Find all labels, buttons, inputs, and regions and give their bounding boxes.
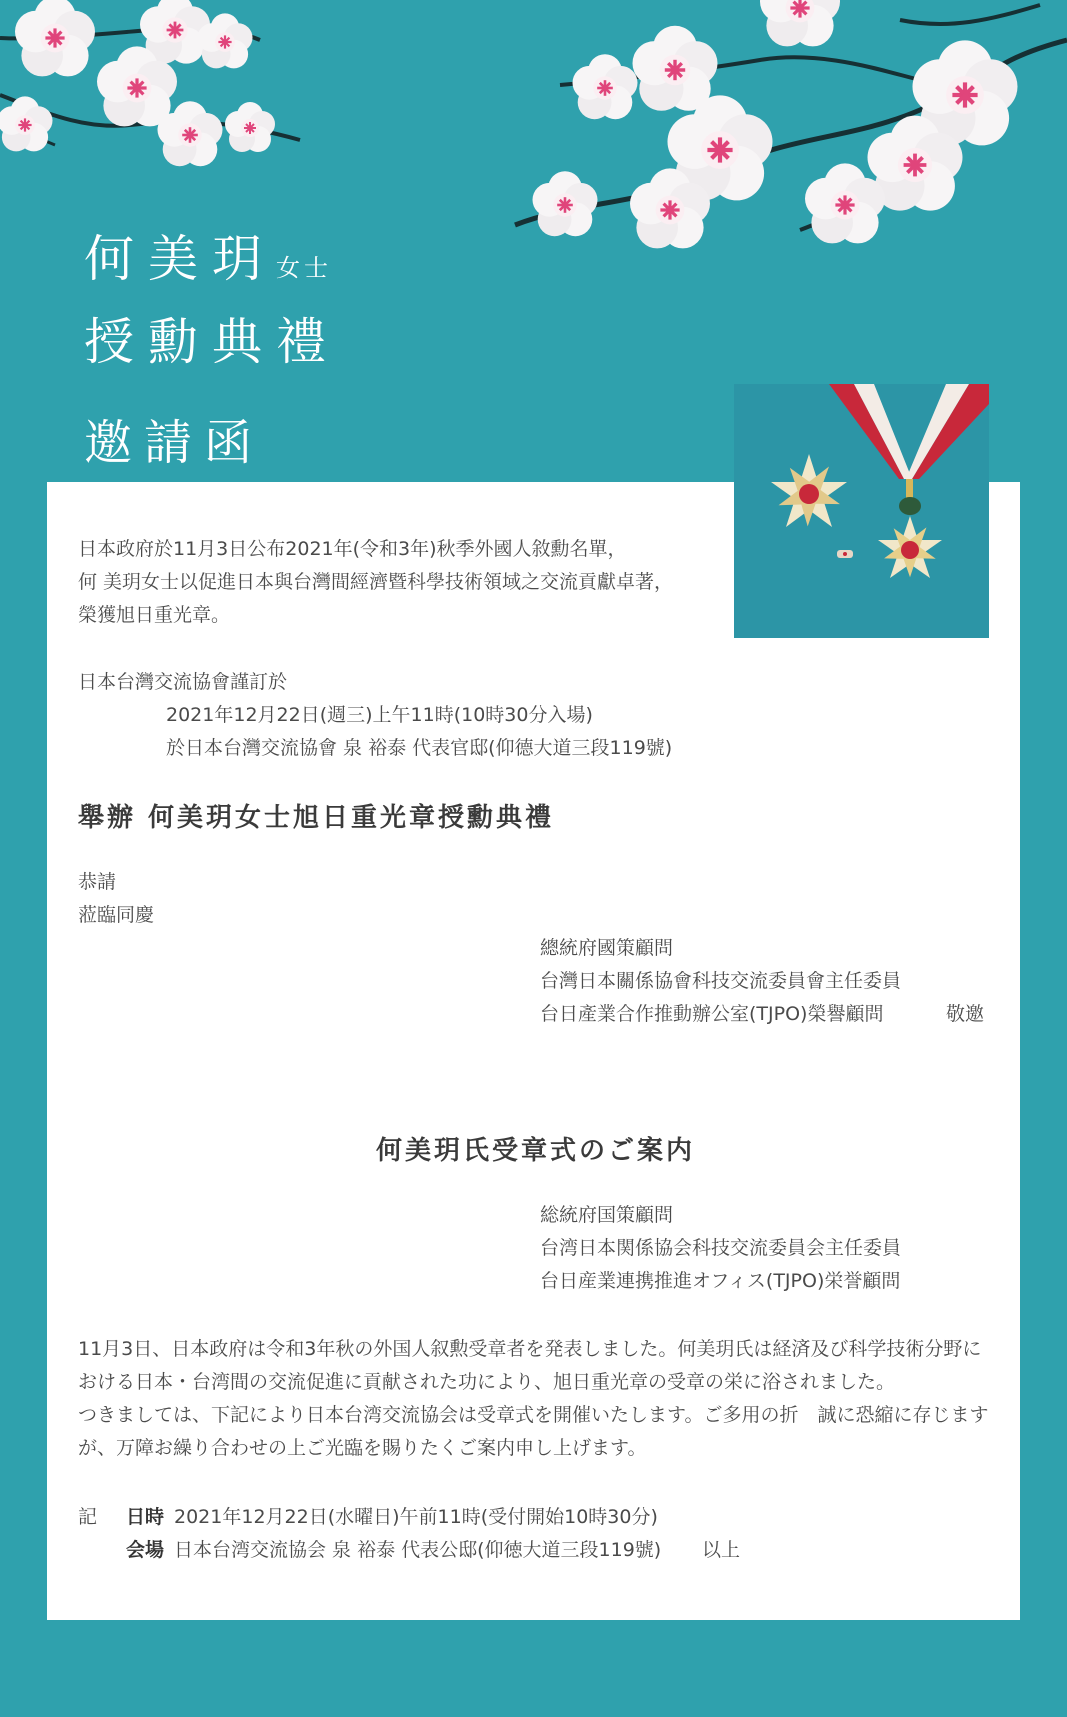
jp-datetime-value: 2021年12月22日(水曜日)午前11時(受付開始10時30分) (174, 1506, 658, 1528)
medal-photo (734, 384, 989, 638)
jp-venue-label: 会場 (126, 1539, 165, 1561)
plum-blossom-branch-icon (0, 0, 1067, 260)
title-invitation-letter: 邀請函 (84, 415, 265, 471)
cn-closing-1: 恭請 (78, 871, 117, 893)
cn-event-heading: 舉辦 何美玥女士旭日重光章授勳典禮 (78, 803, 555, 833)
jp-body-line-2: おける日本・台湾間の交流促進に貢献された功により、旭日重光章の受章の栄に浴されました。 (78, 1371, 896, 1393)
cn-title-2: 台灣日本關係協會科技交流委員會主任委員 (540, 970, 902, 992)
cn-intro-line-1: 日本政府於11月3日公布2021年(令和3年)秋季外國人敘勳名單， (78, 538, 627, 560)
jp-title-2: 台湾日本関係協会科技交流委員会主任委員 (540, 1237, 902, 1259)
cn-venue: 於日本台灣交流協會 泉 裕泰 代表官邸(仰德大道三段119號) (166, 737, 673, 759)
jp-datetime-label: 日時 (126, 1506, 165, 1528)
title-suffix: 女士 (276, 254, 332, 282)
jp-record-mark: 記 (78, 1506, 98, 1528)
cn-datetime: 2021年12月22日(週三)上午11時(10時30分入場) (166, 704, 593, 726)
jp-heading: 何美玥氏受章式のご案内 (376, 1136, 696, 1166)
jp-body-line-1: 11月3日、日本政府は令和3年秋の外国人叙勲受章者を発表しました。何美玥氏は経済及び科学技術分野に (78, 1338, 982, 1360)
jp-end-mark: 以上 (702, 1539, 741, 1561)
cn-intro-line-2: 何 美玥女士以促進日本與台灣間經濟暨科學技術領域之交流貢獻卓著， (78, 571, 674, 593)
order-of-rising-sun-medal-icon (734, 384, 989, 638)
title-event: 授勳典禮 (84, 313, 340, 371)
cn-host: 日本台灣交流協會謹訂於 (78, 671, 288, 693)
jp-body-line-4: が、万障お繰り合わせの上ご光臨を賜りたくご案内申し上げます。 (78, 1437, 647, 1459)
jp-venue-value: 日本台湾交流協会 泉 裕泰 代表公邸(仰徳大道三段119號) (174, 1539, 662, 1561)
title-name: 何美玥 (84, 230, 276, 288)
title-name-line (84, 222, 340, 305)
jp-title-3: 台日産業連携推進オフィス(TJPO)栄誉顧問 (540, 1270, 901, 1292)
invitation-title (84, 222, 340, 379)
cn-sign-off: 敬邀 (946, 1003, 985, 1025)
cn-title-1: 總統府國策顧問 (540, 937, 674, 959)
cn-closing-2: 蒞臨同慶 (78, 904, 155, 926)
cn-title-3: 台日產業合作推動辦公室(TJPO)榮譽顧問 (540, 1003, 884, 1025)
jp-title-1: 総統府国策顧問 (540, 1204, 674, 1226)
jp-body-line-3: つきましては、下記により日本台湾交流協会は受章式を開催いたします。ご多用の折 誠に恐縮に存じます (78, 1404, 989, 1426)
cn-intro-line-3: 榮獲旭日重光章。 (78, 604, 231, 626)
